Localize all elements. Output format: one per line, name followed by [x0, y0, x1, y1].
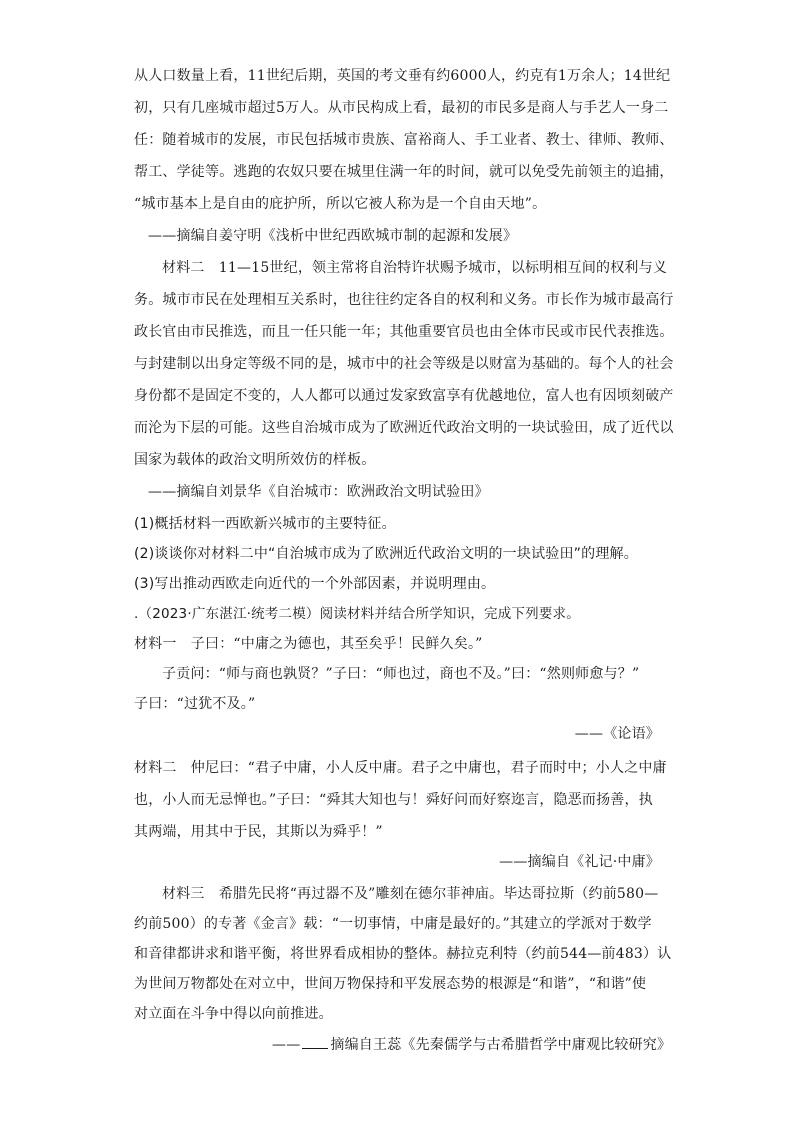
- material1-source: ——摘编自姜守明《浅析中世纪西欧城市制的起源和发展》: [148, 228, 518, 244]
- material1-line-4: 帮工、学徒等。逃跑的农奴只要在城里住满一年的时间，就可以免受先前领主的追捕，: [134, 164, 674, 180]
- q2-source3-text: 摘编自王蕊《先秦儒学与古希腊哲学中庸观比较研究》: [330, 1037, 672, 1053]
- material2-line-4: 与封建制以出身定等级不同的是，城市中的社会等级是以财富为基础的。每个人的社会: [134, 356, 674, 372]
- material2-line-3: 政长官由市民推选，而且一任只能一年；其他重要官员也由全体市民或市民代表推选。: [134, 324, 674, 340]
- material2-line-6: 而沦为下层的可能。这些自治城市成为了欧洲近代政治文明的一块试验田，成了近代以: [134, 420, 674, 436]
- q2-material1-line-2: 子贡问：“师与商也孰贤？”子曰：“师也过，商也不及。”曰：“然则师愈与？”: [162, 666, 640, 682]
- material2-source: ——摘编自刘景华《自治城市：欧洲政治文明试验田》: [148, 484, 489, 500]
- q2-material3-source: [272, 1034, 671, 1055]
- question-3: (3)写出推动西欧走向近代的一个外部因素，并说明理由。: [134, 576, 496, 592]
- material2-line-1: 材料二 11—15世纪，领主常将自治特许状赐予城市，以标明相互间的权利与义: [162, 260, 668, 276]
- q2-material3-line-2: 约前500）的专著《金言》载：“一切事情，中庸是最好的。”其建立的学派对于数学: [134, 916, 652, 932]
- q2-material1-line-3: 子曰：“过犹不及。”: [134, 696, 256, 712]
- q2-material3-line-4: 为世间万物都处在对立中，世间万物保持和平发展态势的根源是“和谐”，“和谐”使: [134, 976, 647, 992]
- q2-material1-line-1: 材料一 子曰：“中庸之为德也，其至矣乎！民鲜久矣。”: [134, 636, 483, 652]
- question-1: (1)概括材料一西欧新兴城市的主要特征。: [134, 516, 396, 532]
- q2-source2-text: ——摘编自《礼记·中庸》: [499, 854, 660, 870]
- material1-line-5: “城市基本上是自由的庇护所，所以它被人称为是一个自由天地”。: [134, 196, 547, 212]
- material1-line-2: 初，只有几座城市超过5万人。从市民构成上看，最初的市民多是商人与手艺人一身二: [134, 100, 669, 116]
- q2-material1-source: [540, 724, 660, 744]
- q2-material3-line-3: 和音律都讲求和谐平衡，将世界看成相协的整体。赫拉克利特（约前544—前483）认: [134, 946, 672, 962]
- q2-source3-dash: ——: [272, 1037, 301, 1053]
- material2-line-5: 身份都不是固定不变的，人人都可以通过发家致富享有优越地位，富人也有因顷刻破产: [134, 388, 674, 404]
- q2-material3-line-1: 材料三 希腊先民将“再过器不及”雕刻在德尔菲神庙。毕达哥拉斯（约前580—: [162, 886, 659, 902]
- question-header: .（2023·广东湛江·统考二模）阅读材料并结合所学知识，完成下列要求。: [134, 606, 580, 622]
- material2-line-2: 务。城市市民在处理相互关系时，也往往约定各自的权利和义务。市长作为城市最高行: [134, 292, 674, 308]
- material2-line-7: 国家为载体的政治文明所效仿的样板。: [134, 452, 376, 468]
- material1-line-3: 任：随着城市的发展，市民包括城市贵族、富裕商人、手工业者、教士、律师、教师、: [134, 132, 674, 148]
- q2-material2-source: [440, 852, 660, 872]
- q2-material2-line-3: 其两端，用其中于民，其斯以为舜乎！”: [134, 824, 383, 840]
- q2-source1-text: ——《论语》: [574, 726, 660, 742]
- q2-material2-line-1: 材料二 仲尼曰：“君子中庸，小人反中庸。君子之中庸也，君子而时中；小人之中庸: [134, 760, 667, 776]
- answer-blank: [302, 1034, 328, 1049]
- q2-material3-line-5: 对立面在斗争中得以向前推进。: [134, 1006, 333, 1022]
- material1-line-1: 从人口数量上看，11世纪后期，英国的考文垂有约6000人，约克有1万余人；14世纪: [134, 68, 671, 84]
- question-2: (2)谈谈你对材料二中“自治城市成为了欧洲近代政治文明的一块试验田”的理解。: [134, 546, 638, 562]
- q2-material2-line-2: 也，小人而无忌惮也。”子曰：“舜其大知也与！舜好问而好察迩言，隐恶而扬善，执: [134, 792, 653, 808]
